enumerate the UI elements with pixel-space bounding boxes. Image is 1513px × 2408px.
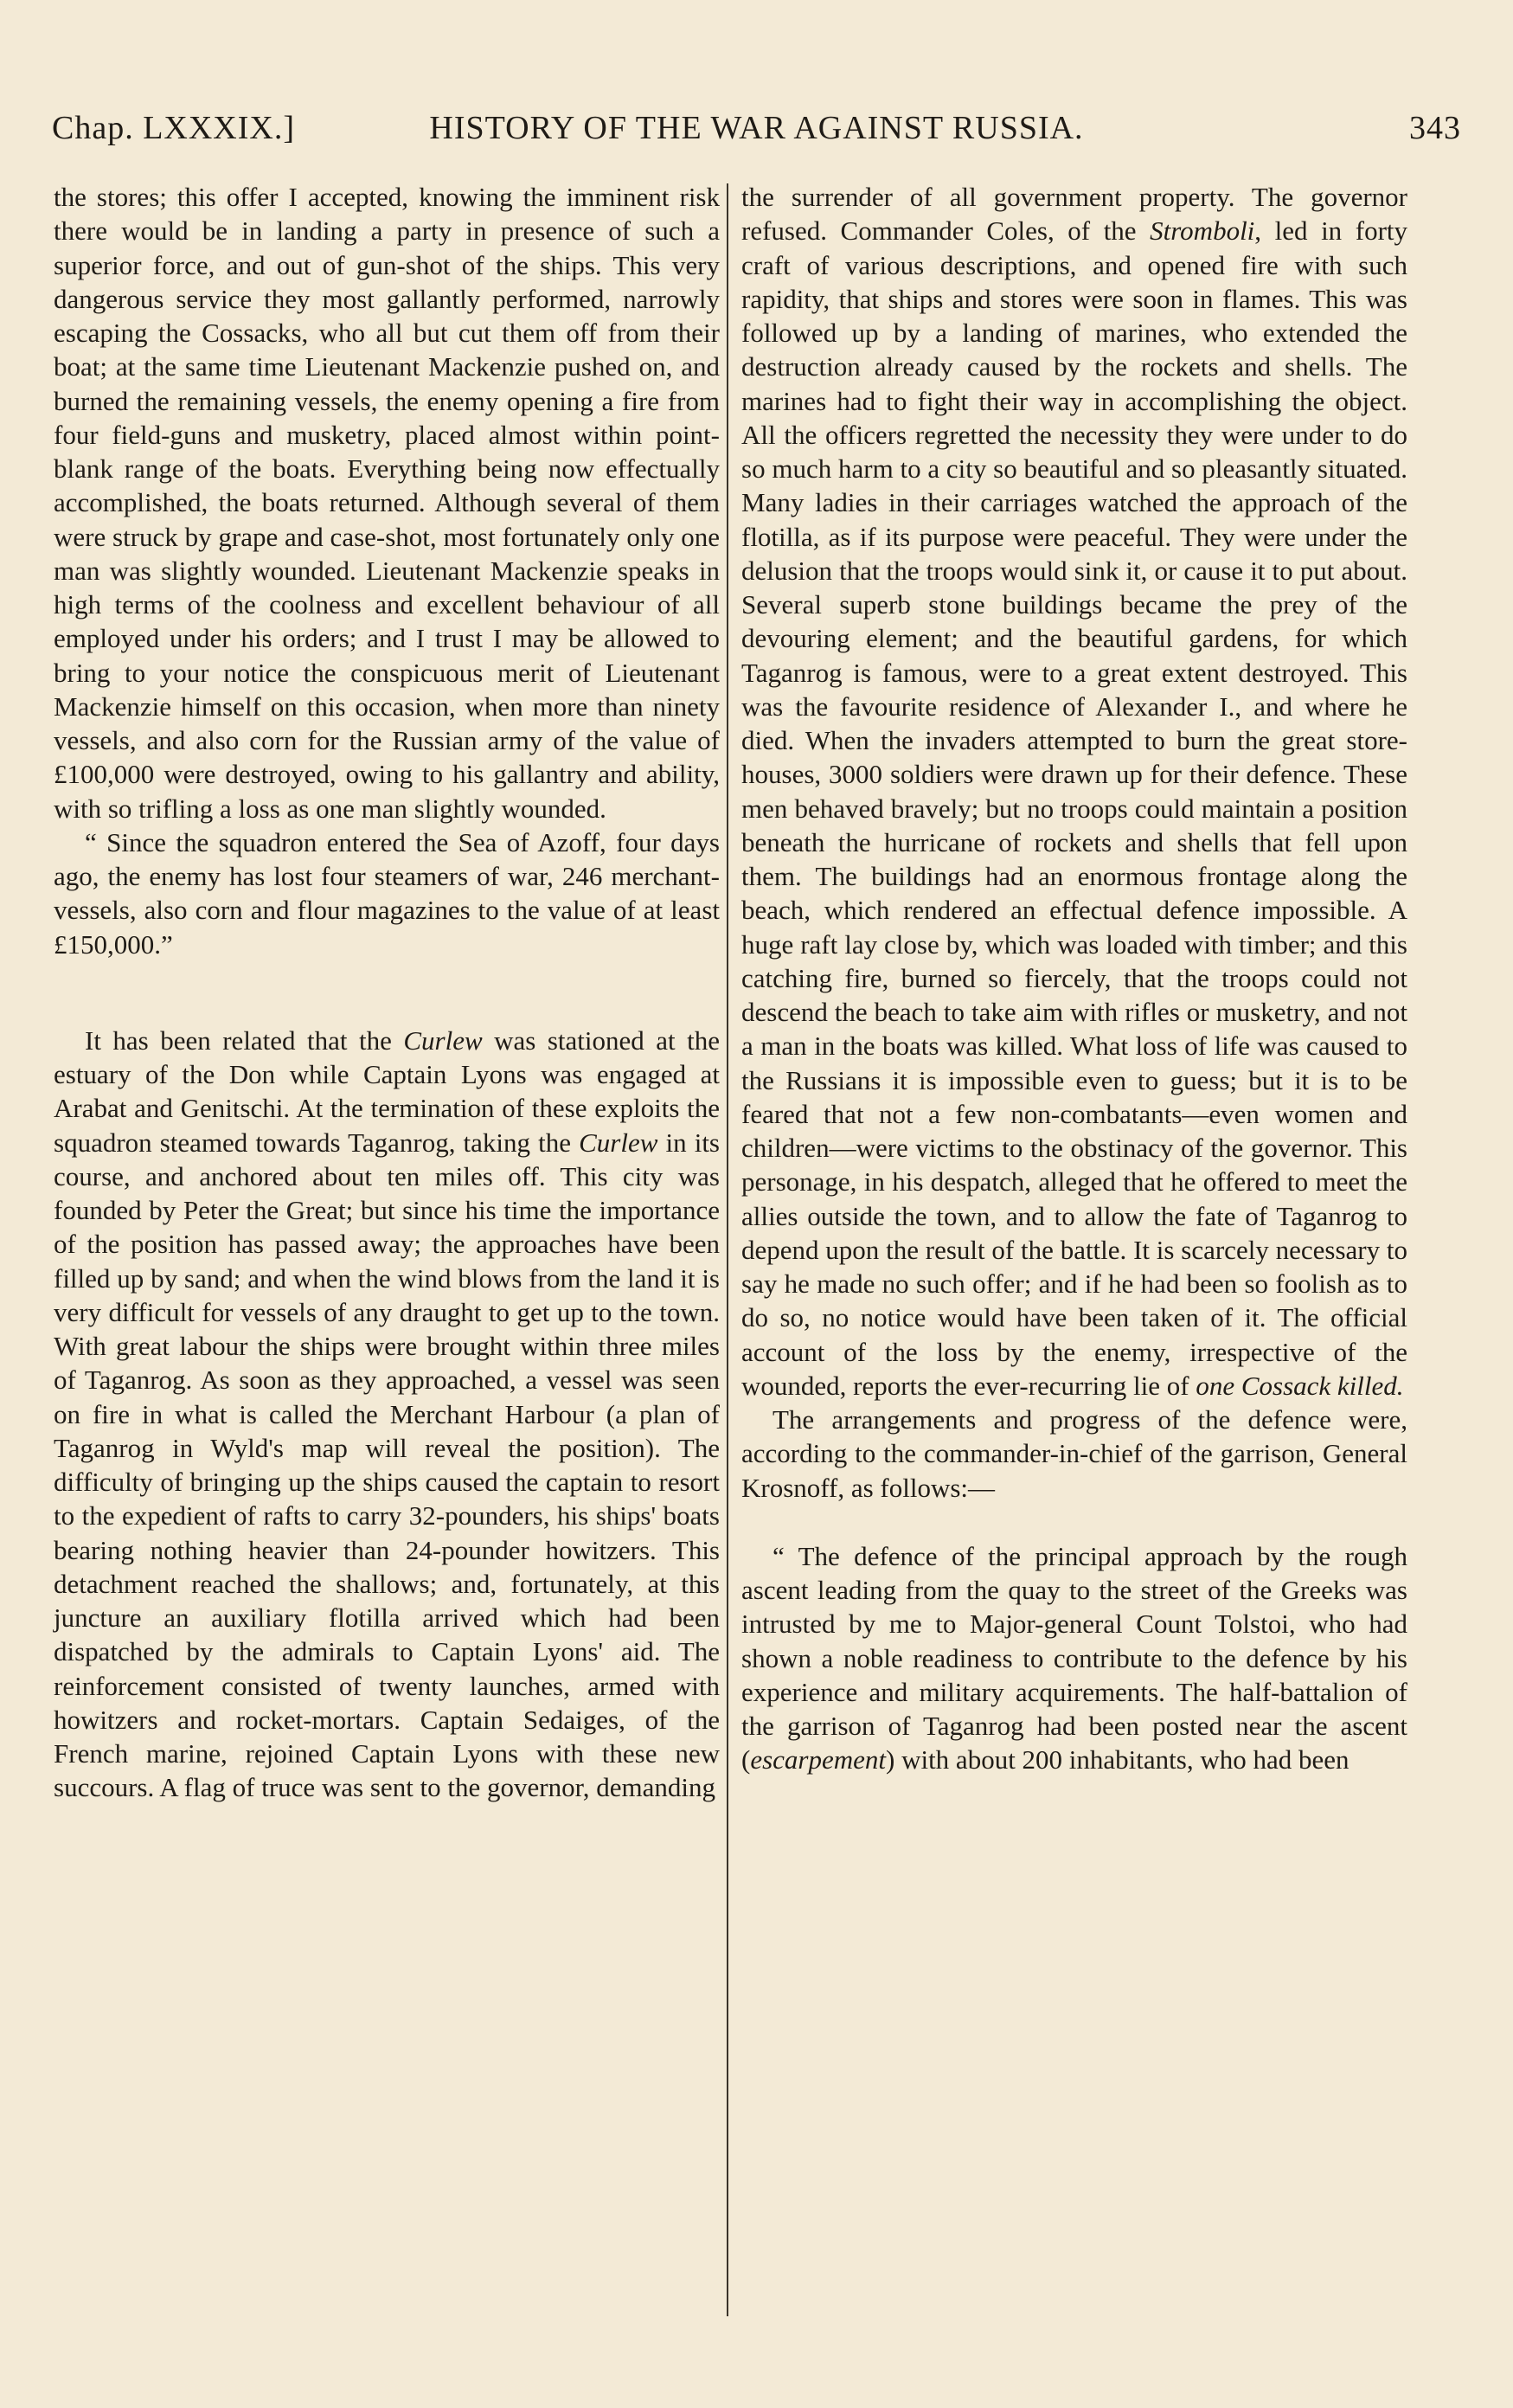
page-title: HISTORY OF THE WAR AGAINST RUSSIA. xyxy=(429,110,1084,146)
section-gap xyxy=(741,1505,1407,1539)
left-column xyxy=(54,180,720,1805)
ship-name: Curlew xyxy=(579,1127,658,1158)
quote-paragraph: “ Since the squadron entered the Sea of Azoff, four days ago, the enemy has lost four steamers of war, 246 merchant-vessels, also corn and flour magazines to the value of at least £150,000.” xyxy=(54,826,720,960)
page-number: 343 xyxy=(1409,110,1461,146)
quote-paragraph: “ The defence of the principal approach by the rough ascent leading from the quay to the street of the Greeks was intrusted by me to Major-general Count Tolstoi, who had shown a noble readiness to contribute to the defence by his experience and military acquirements. The half-battalion of the garrison of Taganrog had been posted near the ascent (escarpement) with about 200 inhabitants, who had been xyxy=(741,1540,1407,1775)
paragraph: the stores; this offer I accepted, knowing the imminent risk there would be in landing a party in presence of such a superior force, and out of gun-shot of the ships. This very dangerous service they most gallantly performed, narrowly escaping the Cossacks, who all but cut them off from their boat; at the same time Lieutenant Mackenzie pushed on, and burned the remaining vessels, the enemy opening a fire from four field-guns and musketry, placed almost within point-blank range of the boats. Everything being now effectually accomplished, the boats returned. Although several of them were struck by grape and case-shot, most fortunately only one man was slightly wounded. Lieutenant Mackenzie speaks in high terms of the coolness and excellent behaviour of all employed under his orders; and I trust I may be allowed to bring to your notice the conspicuous merit of Lieutenant Mackenzie himself on this occasion, when more than ninety vessels, and also corn for the Russian army of the value of £100,000 were destroyed, owing to his gallantry and ability, with so trifling a loss as one man slightly wounded. xyxy=(54,182,720,824)
paragraph: The arrangements and progress of the defence were, according to the commander-in-chief of the garrison, General Krosnoff, as follows:— xyxy=(741,1404,1407,1503)
emphasis: escarpement xyxy=(750,1744,886,1775)
running-header xyxy=(52,102,1461,154)
right-column xyxy=(741,180,1407,1777)
ship-name: Curlew xyxy=(403,1024,483,1056)
column-divider xyxy=(727,183,728,2316)
chapter-label: Chap. LXXXIX.] xyxy=(52,110,296,146)
paragraph: the surrender of all government property. The governor refused. Commander Coles, of the Stromboli, led in forty craft of various descriptions, and opened fire with such rapidity, that ships and stores were soon in flames. This was followed up by a landing of marines, who extended the destruction already caused by the rockets and shells. The marines had to fight their way in accomplishing the object. All the officers regretted the necessity they were under to do so much harm to a city so beautiful and so pleasantly situated. Many ladies in their carriages watched the approach of the flotilla, as if its purpose were peaceful. They were under the delusion that the troops would sink it, or cause it to put about. Several superb stone buildings became the prey of the devouring element; and the beautiful gardens, for which Taganrog is famous, were to a great extent destroyed. This was the favourite residence of Alexander I., and where he died. When the invaders attempted to burn the great store-houses, 3000 soldiers were drawn up for their defence. These men behaved bravely; but no troops could maintain a position beneath the hurricane of rockets and shells that fell upon them. The buildings had an enormous frontage along the beach, which rendered an effectual defence impossible. A huge raft lay close by, which was loaded with timber; and this catching fire, burned so fiercely, that the troops could not descend the beach to take aim with rifles or musketry, and not a man in the boats was killed. What loss of life was caused to the Russians it is impossible even to guess; but it is to be feared that not a few non-combatants—even women and children—were victims to the obstinacy of the governor. This personage, in his despatch, alleged that he offered to meet the allies outside the town, and to allow the fate of Taganrog to depend upon the result of the battle. It is scarcely necessary to say he made no such offer; and if he had been so foolish as to do so, no notice would have been taken of it. The official account of the loss by the enemy, irrespective of the wounded, reports the ever-recurring lie of one Cossack killed. xyxy=(741,182,1408,1401)
emphasis: one Cossack killed. xyxy=(1196,1370,1404,1401)
ship-name: Stromboli xyxy=(1150,215,1255,247)
paragraph: It has been related that the Curlew was stationed at the estuary of the Don while Captain Lyons was engaged at Arabat and Genitschi. At the termination of these exploits the squadron steamed towards Taganrog, taking the Curlew in its course, and anchored about ten miles off. This city was founded by Peter the Great; but since his time the importance of the position has passed away; the approaches have been filled up by sand; and when the wind blows from the land it is very difficult for vessels of any draught to get up to the town. With great labour the ships were brought within three miles of Taganrog. As soon as they approached, a vessel was seen on fire in what is called the Merchant Harbour (a plan of Taganrog in Wyld's map will reveal the position). The difficulty of bringing up the ships caused the captain to resort to the expedient of rafts to carry 32-pounders, his ships' boats bearing nothing heavier than 24-pounder howitzers. This detachment reached the shallows; and, fortunately, at this juncture an auxiliary flotilla arrived which had been dispatched by the admirals to Captain Lyons' aid. The reinforcement consisted of twenty launches, armed with howitzers and rocket-mortars. Captain Sedaiges, of the French marine, rejoined Captain Lyons with these new succours. A flag of truce was sent to the governor, demanding xyxy=(54,1024,720,1803)
section-gap xyxy=(54,961,720,1024)
